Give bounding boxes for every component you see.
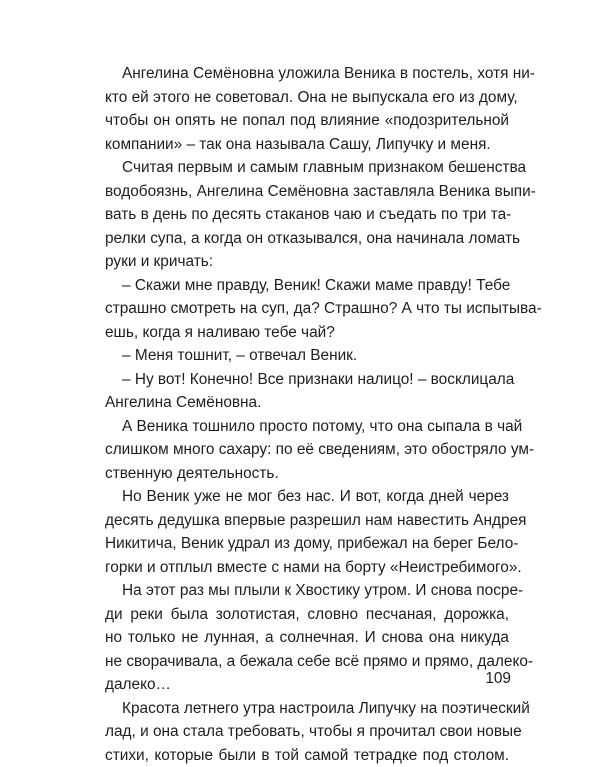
page-number: 109 <box>477 669 511 689</box>
text-line: Считая первым и самым главным признаком бешенства <box>105 156 509 180</box>
text-line: Ангелина Семёновна. <box>105 391 509 415</box>
text-line: – Меня тошнит, – отвечал Веник. <box>105 344 509 368</box>
text-line: кто ей этого не советовал. Она не выпускала его из дому, <box>105 86 509 110</box>
text-line: водобоязнь, Ангелина Семёновна заставляла Веника выпи- <box>105 180 509 204</box>
text-line: лад, и она стала требовать, чтобы я прочитал свои новые <box>105 720 509 744</box>
text-line: но только не лунная, а солнечная. И снова она никуда <box>105 626 509 650</box>
text-line: вать в день по десять стаканов чаю и съедать по три та- <box>105 203 509 227</box>
text-line: Красота летнего утра настроила Липучку на поэтический <box>105 697 509 721</box>
text-line: страшно смотреть на суп, да? Страшно? А что ты испытыва- <box>105 297 509 321</box>
text-line: стихи, которые были в той самой тетрадке под столом. <box>105 744 509 767</box>
text-line: руки и кричать: <box>105 250 509 274</box>
text-line: ственную деятельность. <box>105 462 509 486</box>
body-text <box>105 62 509 767</box>
text-line: ди реки была золотистая, словно песчаная, дорожка, <box>105 603 509 627</box>
text-line: Ангелина Семёновна уложила Веника в постель, хотя ни- <box>105 62 509 86</box>
text-line: А Веника тошнило просто потому, что она сыпала в чай <box>105 415 509 439</box>
text-line: слишком много сахару: по её сведениям, это обостряло ум- <box>105 438 509 462</box>
text-line: – Ну вот! Конечно! Все признаки налицо! – восклицала <box>105 368 509 392</box>
text-line: На этот раз мы плыли к Хвостику утром. И снова посре- <box>105 579 509 603</box>
text-line: не сворачивала, а бежала себе всё прямо и прямо, далеко- <box>105 650 509 674</box>
text-line: горки и отплыл вместе с нами на борту «Неистребимого». <box>105 556 509 580</box>
text-line: десять дедушка впервые разрешил нам навестить Андрея <box>105 509 509 533</box>
text-line: далеко… <box>105 673 509 697</box>
text-line: Никитича, Веник удрал из дому, прибежал на берег Бело- <box>105 532 509 556</box>
text-line: ешь, когда я наливаю тебе чай? <box>105 321 509 345</box>
text-line: – Скажи мне правду, Веник! Скажи маме правду! Тебе <box>105 274 509 298</box>
text-line: Но Веник уже не мог без нас. И вот, когда дней через <box>105 485 509 509</box>
text-line: компании» – так она называла Сашу, Липучку и меня. <box>105 133 509 157</box>
text-line: релки супа, а когда он отказывался, она начинала ломать <box>105 227 509 251</box>
text-line: чтобы он опять не попал под влияние «подозрительной <box>105 109 509 133</box>
